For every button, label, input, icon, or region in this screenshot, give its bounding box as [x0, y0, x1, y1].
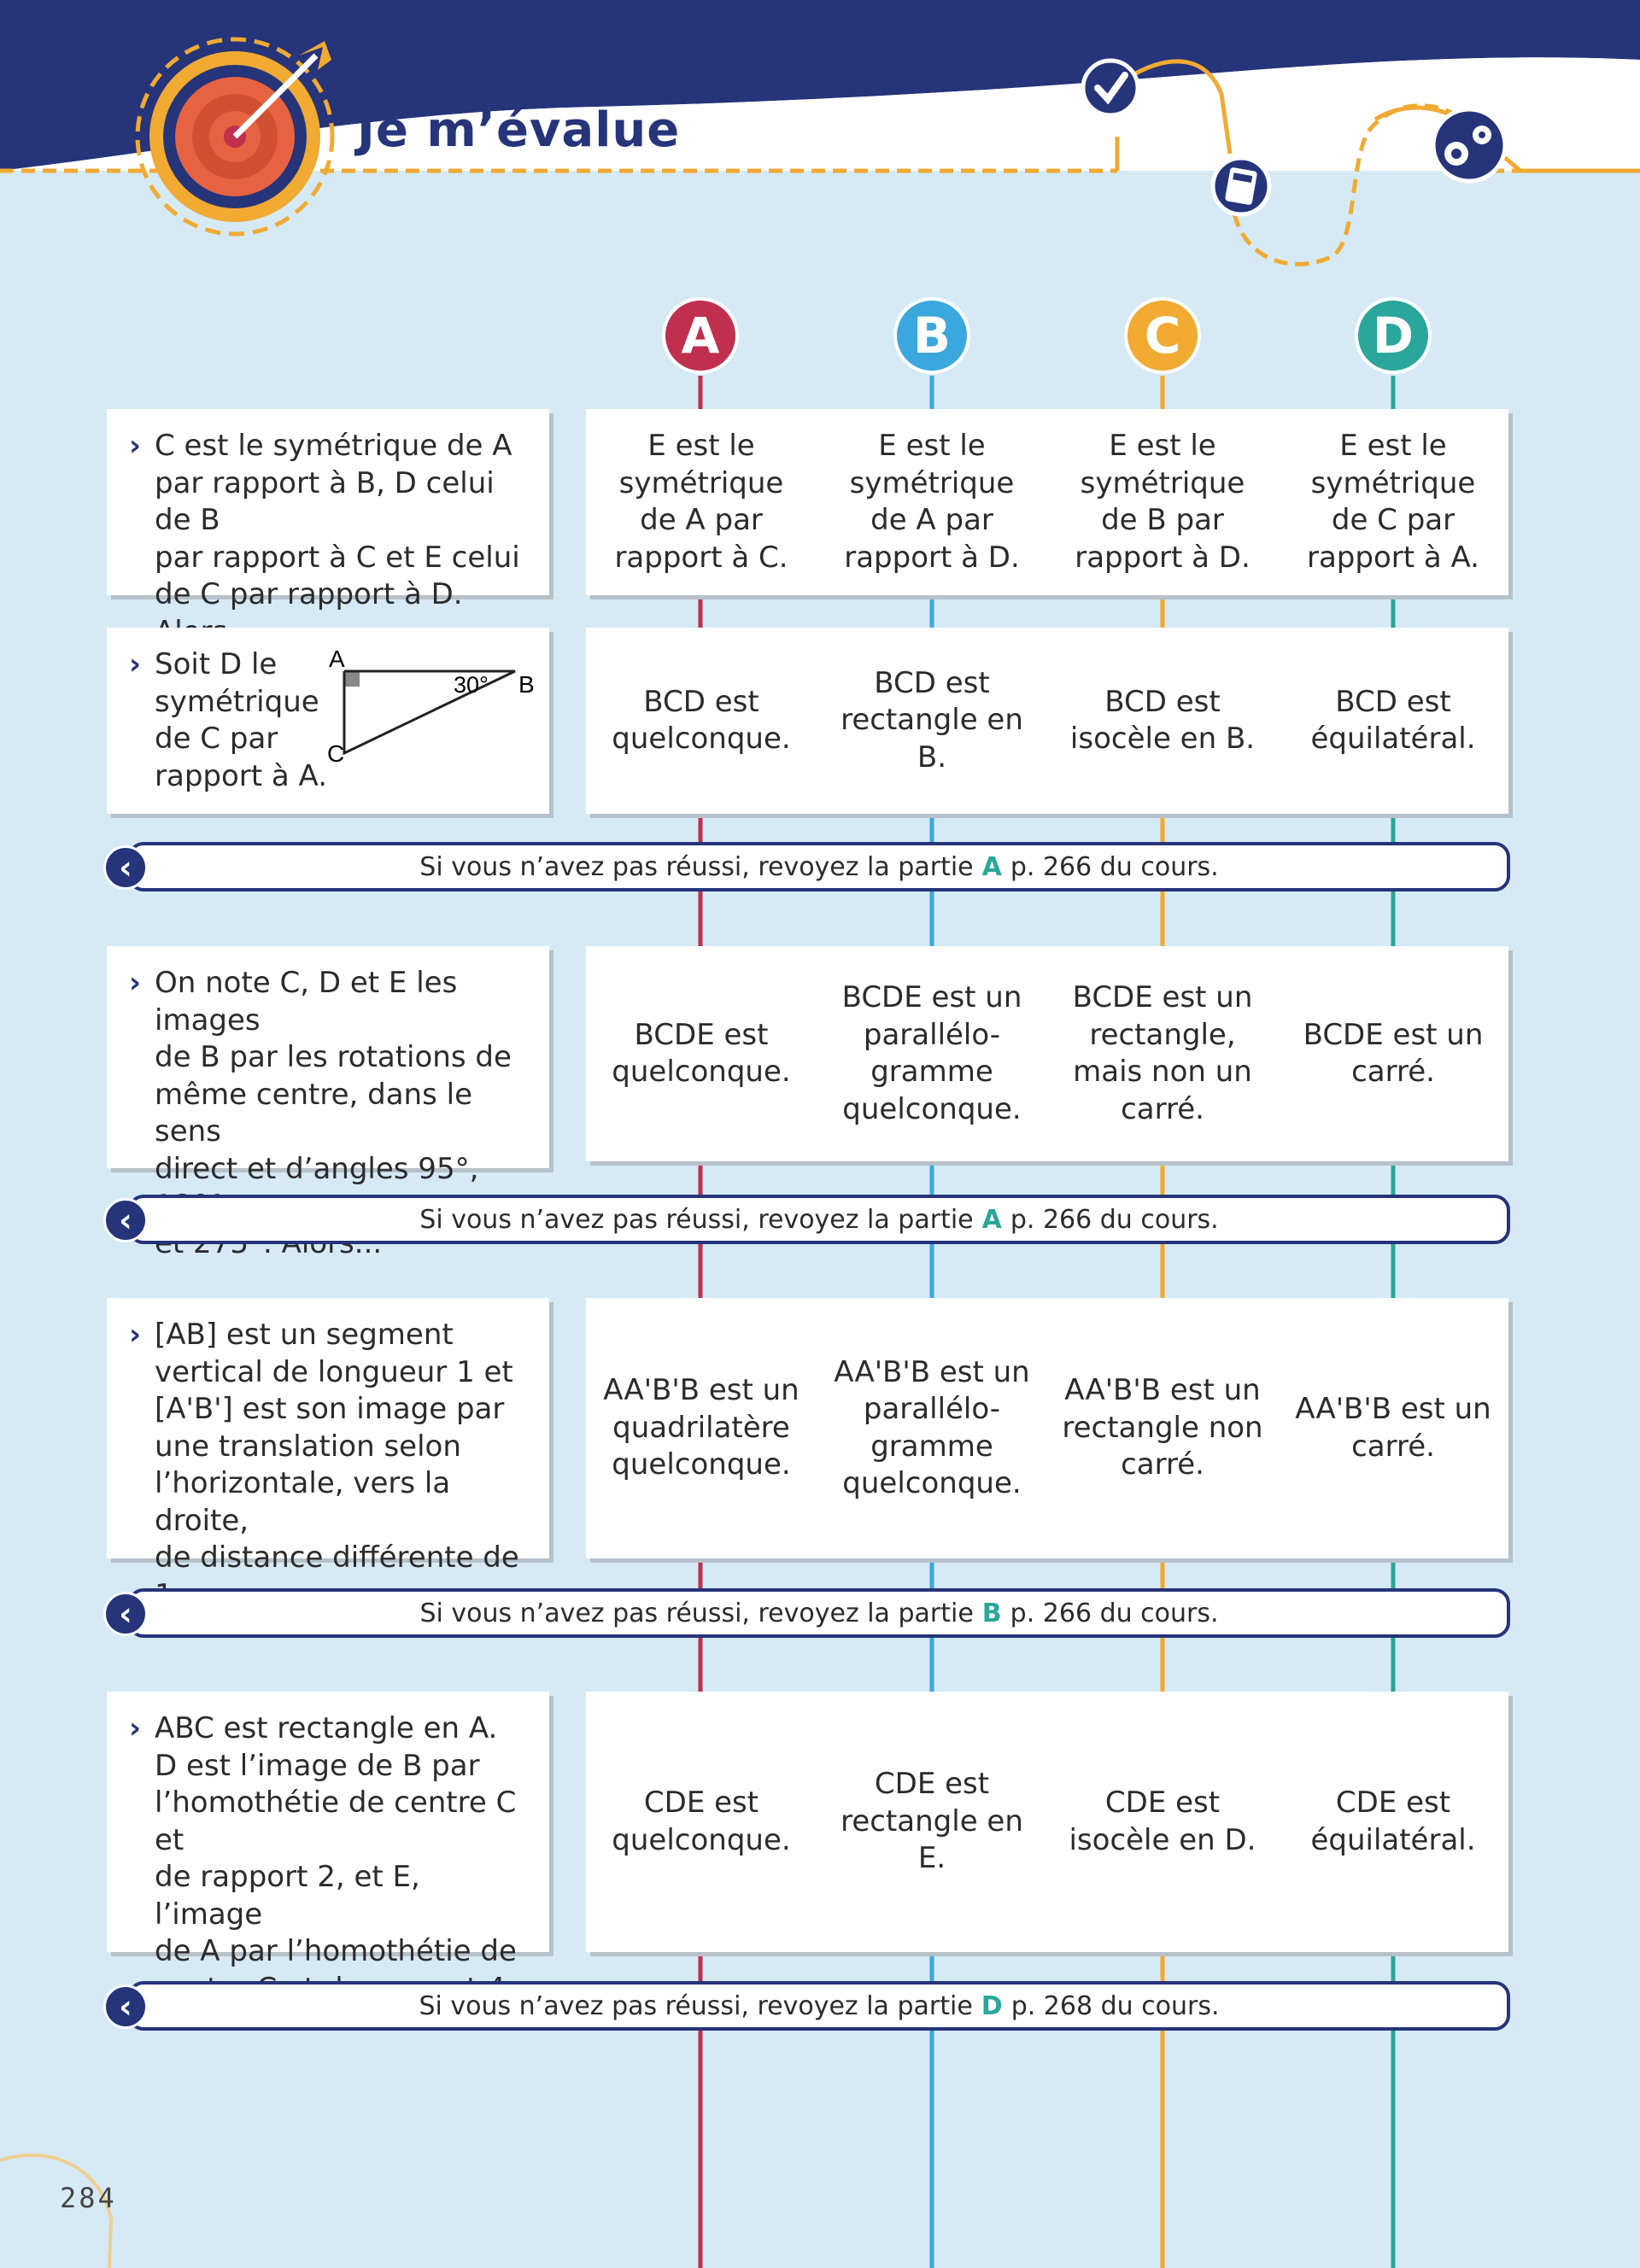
chevron-right-icon: ›: [129, 647, 142, 681]
question-line: [A'B'] est son image par: [155, 1392, 505, 1426]
review-text: Si vous n’avez pas réussi, revoyez la partie: [419, 1204, 974, 1235]
question-line: de A par l’homothétie de: [155, 1934, 517, 1968]
question-line: direct et d’angles 95°,: [155, 1151, 479, 1186]
answer-1c[interactable]: E est le symétrique de B par rapport à D.: [1047, 409, 1278, 595]
answer-5b[interactable]: CDE est rectangle en E.: [817, 1692, 1047, 1952]
question-5: [107, 1692, 549, 1968]
page-title: Je m’évalue: [357, 102, 681, 158]
answer-2a[interactable]: BCD est quelconque.: [586, 628, 817, 814]
answer-5a[interactable]: CDE est quelconque.: [586, 1692, 817, 1952]
review-page: p. 266 du cours.: [1010, 1598, 1219, 1628]
chevron-right-icon: ›: [129, 1318, 142, 1352]
question-3: [107, 946, 549, 1186]
answer-2b[interactable]: BCD est rectangle en B.: [817, 628, 1047, 814]
answer-3a[interactable]: BCDE est quelconque.: [586, 946, 817, 1161]
option-badge-d: D: [1355, 297, 1432, 374]
answer-1b[interactable]: E est le symétrique de A par rapport à D.: [817, 409, 1047, 595]
answer-1a[interactable]: E est le symétrique de A par rapport à C.: [586, 409, 817, 595]
answer-5d[interactable]: CDE est équilatéral.: [1278, 1692, 1508, 1952]
answer-1d[interactable]: E est le symétrique de C par rapport à A.: [1278, 409, 1508, 595]
question-line: ABC est rectangle en A.: [155, 1711, 498, 1745]
answer-3c[interactable]: BCDE est un rectangle, mais non un carré.: [1047, 946, 1278, 1161]
answer-5c[interactable]: CDE est isocèle en D.: [1047, 1692, 1278, 1952]
back-chevron-icon[interactable]: ‹: [103, 845, 148, 890]
review-part: A: [981, 851, 1002, 882]
question-line: D est l’image de B par: [155, 1748, 480, 1783]
question-line: une translation selon: [155, 1429, 461, 1464]
answer-4a[interactable]: AA'B'B est un quadrilatère quelconque.: [586, 1298, 817, 1558]
triangle-figure: [317, 640, 539, 768]
question-line: de distance différente de: [155, 1540, 519, 1575]
review-part: D: [981, 1990, 1003, 2021]
review-page: p. 266 du cours.: [1010, 851, 1219, 882]
answer-4c[interactable]: AA'B'B est un rectangle non carré.: [1047, 1298, 1278, 1558]
question-line: de C par: [155, 722, 278, 756]
review-bar[interactable]: [128, 1195, 1510, 1244]
answer-4b[interactable]: AA'B'B est un parallélo-gramme quelconque.: [817, 1298, 1047, 1558]
question-1: [107, 409, 549, 611]
check-icon: [1083, 61, 1138, 115]
option-badge-b: B: [893, 297, 970, 374]
question-line: même centre, dans le sens: [155, 1077, 472, 1149]
answer-3b[interactable]: BCDE est un parallélo-gramme quelconque.: [817, 946, 1047, 1161]
review-part: B: [981, 1598, 1002, 1628]
question-line: l’horizontale, vers la droite,: [155, 1466, 451, 1538]
question-line: C est le symétrique de A: [155, 429, 512, 463]
question-line: symétrique: [155, 684, 319, 719]
review-bar[interactable]: [128, 1981, 1510, 2031]
vertex-label-a: A: [329, 646, 345, 672]
question-line: vertical de longueur 1 et: [155, 1354, 513, 1389]
question-line: de rapport 2, et E, l’image: [155, 1860, 420, 1932]
question-line: par rapport à C et E celui: [155, 540, 520, 575]
review-part: A: [981, 1204, 1002, 1235]
answer-4d[interactable]: AA'B'B est un carré.: [1278, 1298, 1508, 1558]
answer-2d[interactable]: BCD est équilatéral.: [1278, 628, 1508, 814]
question-4: [107, 1298, 549, 1575]
question-line: On note C, D et E les images: [155, 966, 458, 1038]
review-bar[interactable]: [128, 842, 1510, 891]
review-text: Si vous n’avez pas réussi, revoyez la partie: [419, 1990, 973, 2021]
question-line: de C par rapport à D.: [155, 577, 463, 611]
question-2: [107, 628, 549, 814]
vertex-label-b: B: [518, 671, 535, 698]
question-line: de B par les rotations de: [155, 1040, 512, 1074]
review-page: p. 266 du cours.: [1010, 1204, 1219, 1235]
chevron-right-icon: ›: [129, 966, 142, 1000]
question-line: par rapport à B, D celui de B: [155, 465, 495, 537]
back-chevron-icon[interactable]: ‹: [103, 1198, 148, 1242]
option-badge-c: C: [1124, 297, 1201, 374]
review-bar[interactable]: [128, 1588, 1510, 1638]
calculator-icon: [1213, 158, 1269, 214]
question-line: rapport à A.: [155, 758, 328, 793]
review-page: p. 268 du cours.: [1010, 1990, 1220, 2021]
back-chevron-icon[interactable]: ‹: [103, 1592, 148, 1636]
question-line: l’homothétie de centre C et: [155, 1786, 517, 1857]
chevron-right-icon: ›: [129, 1711, 142, 1745]
chevron-right-icon: ›: [129, 429, 142, 463]
review-text: Si vous n’avez pas réussi, revoyez la partie: [419, 1598, 974, 1628]
answer-3d[interactable]: BCDE est un carré.: [1278, 946, 1508, 1161]
option-badge-a: A: [662, 297, 739, 374]
question-line: Soit D le: [155, 647, 278, 681]
vertex-label-c: C: [327, 740, 345, 767]
gears-icon: [1433, 109, 1505, 181]
answer-2c[interactable]: BCD est isocèle en B.: [1047, 628, 1278, 814]
review-text: Si vous n’avez pas réussi, revoyez la partie: [419, 851, 974, 882]
back-chevron-icon[interactable]: ‹: [103, 1984, 148, 2029]
angle-label: 30°: [454, 672, 489, 698]
page-number: 284: [60, 2182, 117, 2214]
question-line: [AB] est un segment: [155, 1318, 454, 1352]
